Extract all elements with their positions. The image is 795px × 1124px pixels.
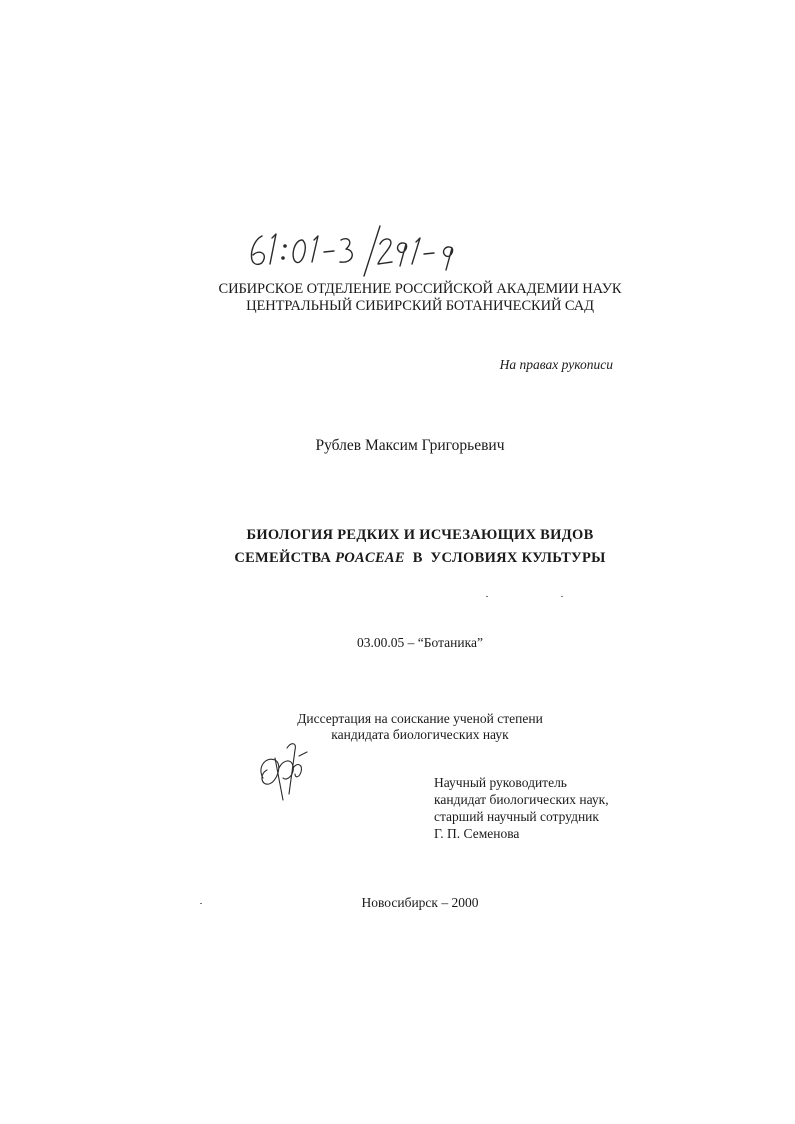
- thesis-title-line-2: [200, 550, 640, 567]
- organization-line-2: ЦЕНТРАЛЬНЫЙ СИБИРСКИЙ БОТАНИЧЕСКИЙ САД: [246, 298, 594, 314]
- handwritten-catalog-code: [240, 222, 480, 278]
- dissertation-line-1: Диссертация на соискание ученой степени: [297, 711, 543, 726]
- thesis-title-family-name: POACEAE: [335, 550, 405, 566]
- thesis-title-line-1: БИОЛОГИЯ РЕДКИХ И ИСЧЕЗАЮЩИХ ВИДОВ: [246, 527, 594, 543]
- advisor-name: Г. П. Семенова: [434, 826, 520, 841]
- scan-speck: [200, 903, 202, 904]
- specialty-code: 03.00.05 – “Ботаника”: [357, 635, 483, 650]
- manuscript-rights-note: На правах рукописи: [499, 357, 613, 372]
- organization-line-1: СИБИРСКОЕ ОТДЕЛЕНИЕ РОССИЙСКОЙ АКАДЕМИИ НАУК: [218, 281, 622, 297]
- advisor-degree: кандидат биологических наук,: [434, 792, 609, 807]
- scan-speck: [561, 596, 563, 597]
- author-name: Рублев Максим Григорьевич: [315, 437, 505, 454]
- scan-speck: [486, 596, 488, 597]
- dissertation-line-2: кандидата биологических наук: [331, 727, 509, 742]
- author-signature: [253, 738, 309, 802]
- thesis-title-line-2-start: СЕМЕЙСТВА: [234, 550, 336, 566]
- thesis-title-line-2-end: В УСЛОВИЯХ КУЛЬТУРЫ: [404, 550, 606, 566]
- advisor-position: старший научный сотрудник: [434, 809, 599, 824]
- city-year: Новосибирск – 2000: [361, 895, 479, 910]
- advisor-role: Научный руководитель: [434, 775, 567, 790]
